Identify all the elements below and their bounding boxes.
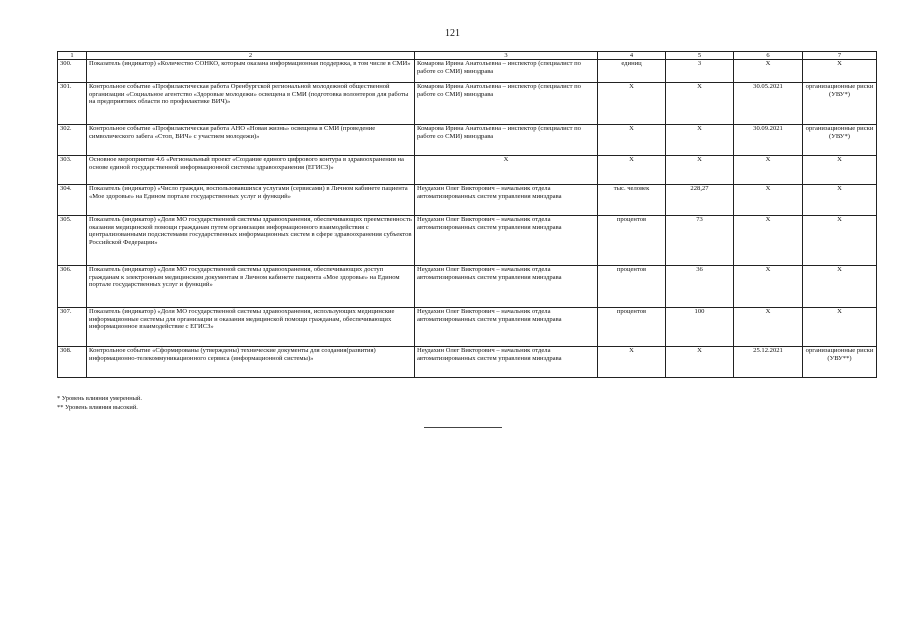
row-risk: организационные риски (УВУ*)	[803, 125, 877, 156]
row-responsible: Неудахин Олег Викторович – начальник отдела автоматизированных систем управления минздрава	[415, 216, 598, 266]
row-responsible: Неудахин Олег Викторович – начальник отдела автоматизированных систем управления минздрава	[415, 266, 598, 308]
table-row	[58, 83, 877, 125]
row-date: 30.05.2021	[734, 83, 803, 125]
row-value: 228,27	[666, 185, 734, 216]
row-unit: процентов	[598, 308, 666, 347]
row-value: 73	[666, 216, 734, 266]
table-row	[58, 156, 877, 185]
row-risk: Х	[803, 60, 877, 83]
row-unit: процентов	[598, 266, 666, 308]
row-responsible: Комарова Ирина Анатольевна – инспектор (специалист по работе со СМИ) минздрава	[415, 60, 598, 83]
row-description: Показатель (индикатор) «Доля МО государственной системы здравоохранения, обеспечивающих преемственность оказания медицинской помощи гражданам путем организации информационного взаимодействия с централизованными подсистемами государственных информационных систем в сфере здравоохранения субъектов Российской Федерации»	[87, 216, 415, 266]
table-row	[58, 60, 877, 83]
row-description: Контрольное событие «Сформированы (утверждены) технические документы для создания(развития) информационно-телекоммуникационного сервиса (информационной системы)»	[87, 347, 415, 378]
row-responsible: Х	[415, 156, 598, 185]
page-number: 121	[445, 28, 460, 39]
header-col-1: 1	[58, 52, 87, 60]
row-number: 300.	[58, 60, 87, 83]
row-unit: единиц	[598, 60, 666, 83]
row-number: 302.	[58, 125, 87, 156]
row-date: Х	[734, 216, 803, 266]
table-row	[58, 347, 877, 378]
row-date: Х	[734, 156, 803, 185]
row-description: Показатель (индикатор) «Доля МО государственной системы здравоохранения, использующих медицинские информационные системы для организации и оказания медицинской помощи гражданам, обеспечивающих информационное взаимодействие с ЕГИСЗ»	[87, 308, 415, 347]
row-date: Х	[734, 308, 803, 347]
footnotes	[57, 394, 142, 412]
row-date: 25.12.2021	[734, 347, 803, 378]
row-risk: организационные риски (УВУ*)	[803, 83, 877, 125]
row-unit: Х	[598, 83, 666, 125]
header-col-7: 7	[803, 52, 877, 60]
table-row	[58, 308, 877, 347]
row-unit: тыс. человек	[598, 185, 666, 216]
row-value: 100	[666, 308, 734, 347]
row-risk: Х	[803, 185, 877, 216]
row-date: Х	[734, 60, 803, 83]
row-number: 304.	[58, 185, 87, 216]
row-value: Х	[666, 156, 734, 185]
row-responsible: Комарова Ирина Анатольевна – инспектор (специалист по работе со СМИ) минздрава	[415, 125, 598, 156]
table-row	[58, 216, 877, 266]
row-date: Х	[734, 185, 803, 216]
row-description: Контрольное событие «Профилактическая работа Оренбургской региональной молодежной общественной организации «Социальное агентство «Здоровые молодежи» освещена в СМИ (подготовка волонтеров для работы на предприятиях области по профилактике ВИЧ)»	[87, 83, 415, 125]
row-responsible: Неудахин Олег Викторович – начальник отдела автоматизированных систем управления минздрава	[415, 185, 598, 216]
row-unit: Х	[598, 347, 666, 378]
row-responsible: Комарова Ирина Анатольевна – инспектор (специалист по работе со СМИ) минздрава	[415, 83, 598, 125]
header-col-4: 4	[598, 52, 666, 60]
table-row	[58, 266, 877, 308]
row-description: Контрольное событие «Профилактическая работа АНО «Новая жизнь» освещена в СМИ (проведение символического забега «Стоп, ВИЧ» с участием молодежи)»	[87, 125, 415, 156]
row-risk: Х	[803, 308, 877, 347]
row-number: 305.	[58, 216, 87, 266]
row-number: 303.	[58, 156, 87, 185]
row-value: Х	[666, 83, 734, 125]
row-risk: Х	[803, 266, 877, 308]
row-description: Основное мероприятие 4.6 «Региональный проект «Создание единого цифрового контура в здравоохранении на основе единой государственной информационной системы здравоохранения (ЕГИСЗ)»	[87, 156, 415, 185]
row-value: 3	[666, 60, 734, 83]
end-divider	[424, 427, 502, 428]
row-risk: организационные риски (УВУ**)	[803, 347, 877, 378]
row-date: 30.09.2021	[734, 125, 803, 156]
row-number: 307.	[58, 308, 87, 347]
footnote-moderate: * Уровень влияния умеренный.	[57, 395, 142, 402]
header-col-2: 2	[87, 52, 415, 60]
footnote-high: ** Уровень влияния высокий.	[57, 404, 138, 411]
table-row	[58, 125, 877, 156]
row-value: Х	[666, 125, 734, 156]
header-col-5: 5	[666, 52, 734, 60]
row-value: 36	[666, 266, 734, 308]
table-header-row	[58, 52, 877, 60]
row-unit: Х	[598, 125, 666, 156]
activities-table	[57, 51, 877, 378]
row-date: Х	[734, 266, 803, 308]
row-value: Х	[666, 347, 734, 378]
row-risk: Х	[803, 156, 877, 185]
row-description: Показатель (индикатор) «Количество СОНКО, которым оказана информационная поддержка, в том числе в СМИ»	[87, 60, 415, 83]
row-responsible: Неудахин Олег Викторович – начальник отдела автоматизированных систем управления минздрава	[415, 308, 598, 347]
row-unit: процентов	[598, 216, 666, 266]
row-number: 301.	[58, 83, 87, 125]
row-unit: Х	[598, 156, 666, 185]
row-description: Показатель (индикатор) «Доля МО государственной системы здравоохранения, обеспечивающих доступ гражданам к электронным медицинским документам в Личном кабинете пациента «Мое здоровье» на Едином портале государственных услуг и функций»	[87, 266, 415, 308]
row-responsible: Неудахин Олег Викторович – начальник отдела автоматизированных систем управления минздрава	[415, 347, 598, 378]
header-col-6: 6	[734, 52, 803, 60]
row-description: Показатель (индикатор) «Число граждан, воспользовавшихся услугами (сервисами) в Личном кабинете пациента «Мое здоровье» на Едином портале государственных услуг и функций»	[87, 185, 415, 216]
row-number: 308.	[58, 347, 87, 378]
table-row	[58, 185, 877, 216]
row-risk: Х	[803, 216, 877, 266]
row-number: 306.	[58, 266, 87, 308]
header-col-3: 3	[415, 52, 598, 60]
